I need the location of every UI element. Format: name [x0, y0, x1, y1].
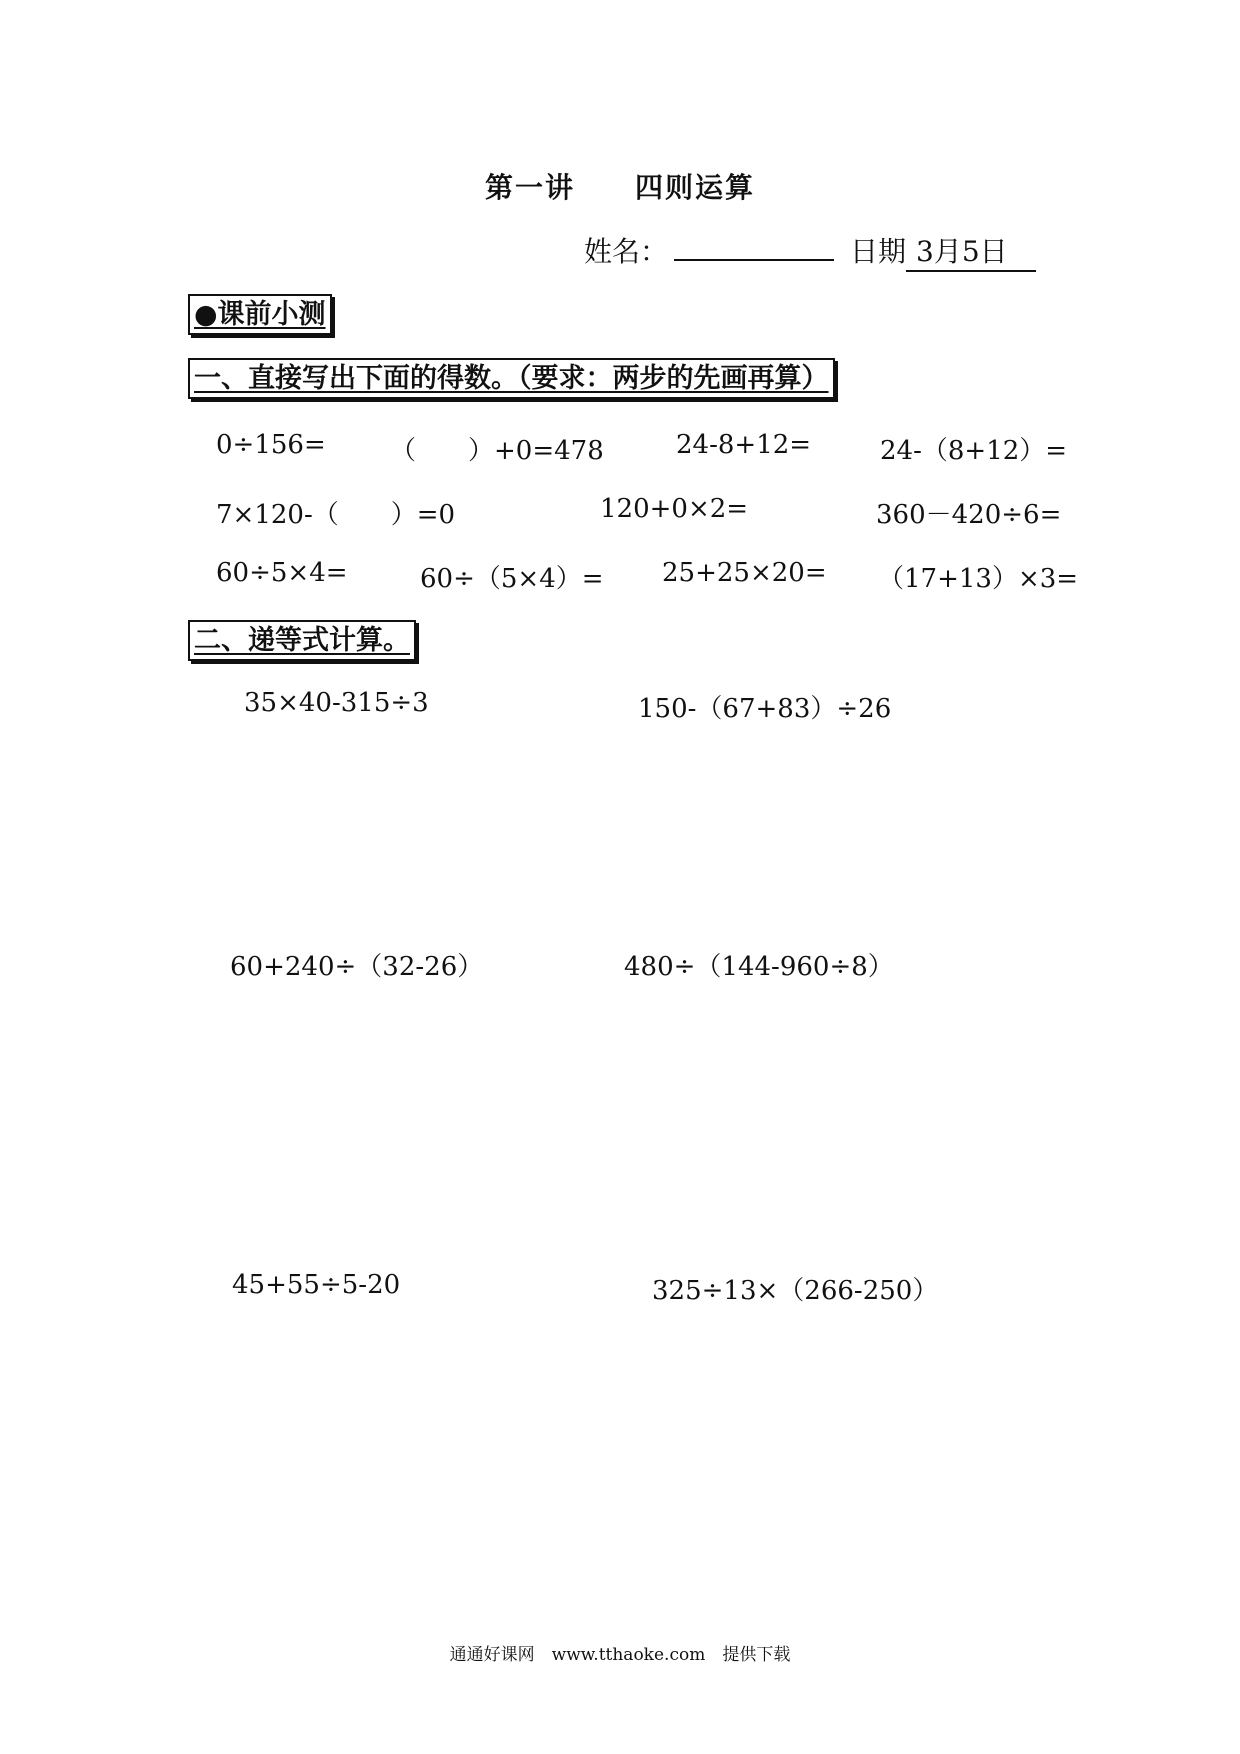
part1-item: 24-（8+12）= — [880, 436, 1068, 466]
section-part1-heading: 一、直接写出下面的得数。（要求：两步的先画再算） — [188, 358, 835, 399]
part1-item: 7×120-（ ）=0 — [216, 500, 456, 530]
part2-item: 150-（67+83）÷26 — [638, 694, 892, 724]
part1-item: （17+13）×3= — [878, 564, 1079, 594]
section-pretest-heading: ●课前小测 — [188, 294, 332, 335]
footer-note: 通通好课网 www.tthaoke.com 提供下载 — [449, 1645, 791, 1665]
part1-item: （ ）+0=478 — [390, 436, 604, 466]
part2-item: 35×40-315÷3 — [244, 688, 429, 718]
name-label: 姓名： — [584, 235, 669, 268]
part1-item: 0÷156= — [216, 430, 326, 460]
date-value: 3月5日 — [906, 230, 1036, 272]
page-title: 第一讲 四则运算 — [484, 171, 755, 204]
part2-item: 45+55÷5-20 — [232, 1270, 401, 1300]
part1-item: 360－420÷6= — [876, 500, 1062, 530]
part1-item: 25+25×20= — [662, 558, 827, 588]
student-info — [584, 230, 1036, 272]
part2-item: 60+240÷（32-26） — [230, 952, 484, 982]
part1-item: 60÷（5×4）= — [420, 564, 604, 594]
part1-item: 120+0×2= — [600, 494, 749, 524]
date-label: 日期 — [850, 235, 907, 268]
part1-item: 24-8+12= — [676, 430, 812, 460]
part2-item: 325÷13×（266-250） — [652, 1276, 939, 1306]
section-part2-heading: 二、递等式计算。 — [188, 620, 416, 661]
part2-item: 480÷（144-960÷8） — [624, 952, 894, 982]
name-blank[interactable] — [674, 237, 834, 261]
part1-item: 60÷5×4= — [216, 558, 348, 588]
